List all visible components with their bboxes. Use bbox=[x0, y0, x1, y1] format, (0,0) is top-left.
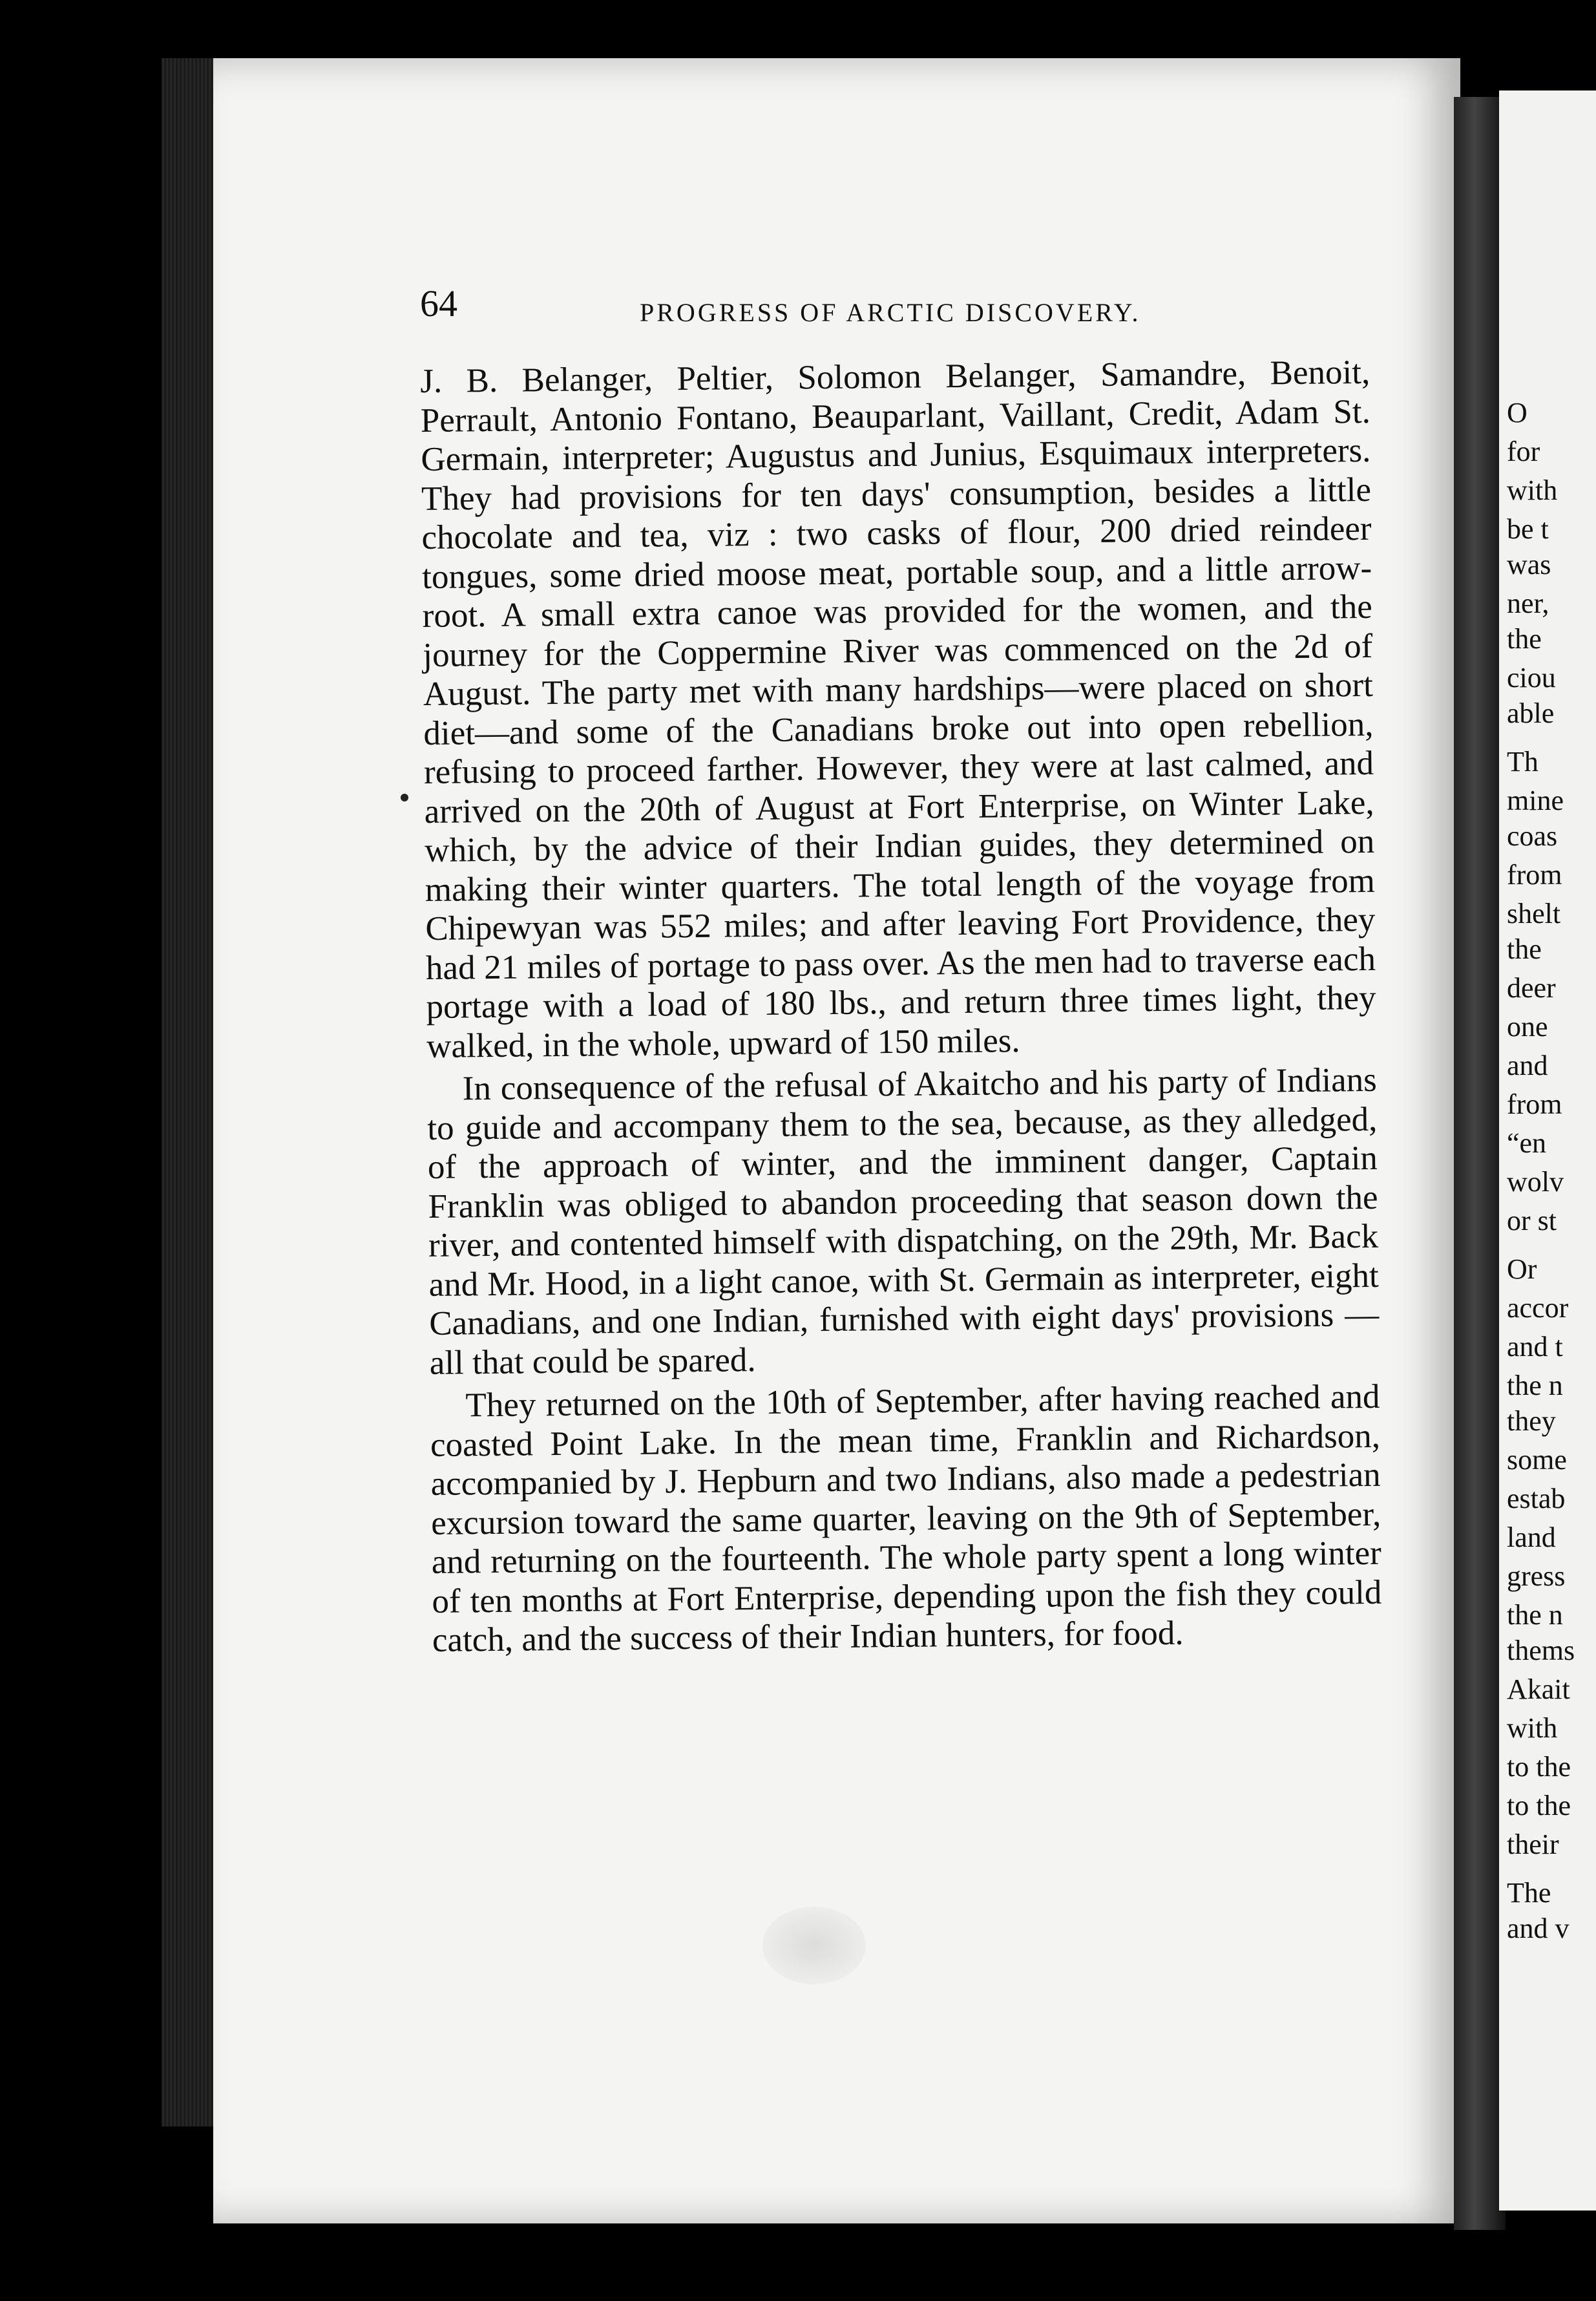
next-page-fragment: they bbox=[1507, 1405, 1556, 1437]
next-page-fragment: mine bbox=[1507, 785, 1564, 816]
page-number: 64 bbox=[420, 282, 457, 324]
next-page-fragment: land bbox=[1507, 1522, 1556, 1553]
next-page-fragment: gress bbox=[1507, 1560, 1566, 1592]
next-page-fragment: Or bbox=[1507, 1253, 1537, 1285]
next-page-fragment: and bbox=[1507, 1050, 1548, 1081]
next-page-fragment: or st bbox=[1507, 1205, 1557, 1236]
next-page-fragment: Akait bbox=[1507, 1673, 1570, 1705]
book-gutter bbox=[1454, 97, 1506, 2230]
next-page-fragment: estab bbox=[1507, 1483, 1566, 1514]
running-head bbox=[420, 282, 1312, 334]
page-blemish bbox=[762, 1907, 866, 1984]
next-page-fragment: the n bbox=[1507, 1370, 1563, 1401]
running-title: PROGRESS OF ARCTIC DISCOVERY. bbox=[640, 298, 1141, 327]
next-page-fragment: ciou bbox=[1507, 662, 1556, 694]
next-page-fragment: their bbox=[1507, 1829, 1559, 1860]
next-page-fragment: to the bbox=[1507, 1790, 1571, 1821]
next-page-fragment: accor bbox=[1507, 1292, 1569, 1324]
next-page-fragment: shelt bbox=[1507, 898, 1561, 929]
paragraph-1: J. B. Belanger, Peltier, Solomon Belanger, Samandre, Benoit, Perrault, Antonio Fontano, Beauparlant, Vaillant, Credit, Adam St. Germain, interpreter; Augustus and Junius, Esquimaux interpreters. They had provisions for ten days' consumption, besides a little chocolate and tea, viz : two casks of flour, 200 dried reindeer tongues, some dried moose meat, portable soup, and a little arrow-root. A small extra canoe was provided for the women, and the journey for the Coppermine River was commenced on the 2d of August. The party met with many hardships—were placed on short diet—and some of the Canadians broke out into open rebellion, refusing to proceed farther. However, they were at last calmed, and arrived on the 20th of August at Fort Enterprise, on Winter Lake, which, by the advice of their Indian guides, they determined on making their winter quarters. The total length of the voyage from Chipewyan was 552 miles; and after leaving Fort Providence, they had 21 miles of portage to pass over. As the men had to traverse each portage with a load of 180 lbs., and return three times light, they walked, in the whole, upward of 150 miles. bbox=[420, 353, 1376, 1065]
paragraph-2: In consequence of the refusal of Akaitcho and his party of Indians to guide and accompany them to the sea, because, as they alledged, of the approach of winter, and the imminent danger, Captain Franklin was obliged to abandon proceeding that season down the river, and contented himself with dispatching, on the 29th, Mr. Back and Mr. Hood, in a light canoe, with St. Germain as interpreter, eight Canadians, and one Indian, furnished with eight days' provisions — all that could be spared. bbox=[427, 1061, 1380, 1382]
paragraph-3: They returned on the 10th of September, after having reached and coasted Point Lake. In the mean time, Franklin and Richardson, accompanied by J. Hepburn and two Indians, also made a pedestrian excursion toward the same quarter, leaving on the 9th of September, and returning on the fourteenth. The whole party spent a long winter of ten months at Fort Enterprise, depending upon the fish they could catch, and the success of their Indian hunters, for food. bbox=[430, 1377, 1382, 1659]
next-page-fragment: ner, bbox=[1507, 588, 1549, 619]
next-page-fragment: wolv bbox=[1507, 1166, 1564, 1198]
next-page-fragment: from bbox=[1507, 859, 1562, 891]
next-page-fragment: and v bbox=[1507, 1913, 1570, 1944]
next-page-fragment: some bbox=[1507, 1444, 1567, 1476]
next-page-fragment: and t bbox=[1507, 1331, 1563, 1363]
next-page-fragment: one bbox=[1507, 1011, 1548, 1043]
next-page-fragment: for bbox=[1507, 436, 1540, 467]
next-page-fragment: with bbox=[1507, 1712, 1558, 1744]
body-text bbox=[420, 353, 1382, 1660]
next-page-fragment: be t bbox=[1507, 513, 1549, 545]
next-page-fragment: to the bbox=[1507, 1751, 1571, 1783]
next-page-fragment: with bbox=[1507, 474, 1558, 506]
next-page-fragment: was bbox=[1507, 549, 1551, 580]
next-page-fragment: The bbox=[1507, 1877, 1551, 1909]
next-page-fragment: coas bbox=[1507, 820, 1558, 852]
next-page-fragment: Th bbox=[1507, 746, 1538, 778]
next-page-edge bbox=[1499, 90, 1596, 2211]
next-page-fragment: the n bbox=[1507, 1599, 1563, 1631]
next-page-fragment: the bbox=[1507, 933, 1542, 965]
next-page-fragment: thems bbox=[1507, 1635, 1575, 1666]
next-page-fragment: able bbox=[1507, 697, 1555, 729]
next-page-fragment: O bbox=[1507, 397, 1528, 429]
next-page-fragment: deer bbox=[1507, 972, 1556, 1004]
next-page-fragment: the bbox=[1507, 623, 1542, 655]
margin-mark bbox=[401, 794, 408, 801]
next-page-fragment: “en bbox=[1507, 1127, 1547, 1159]
next-page-fragment: from bbox=[1507, 1088, 1562, 1120]
